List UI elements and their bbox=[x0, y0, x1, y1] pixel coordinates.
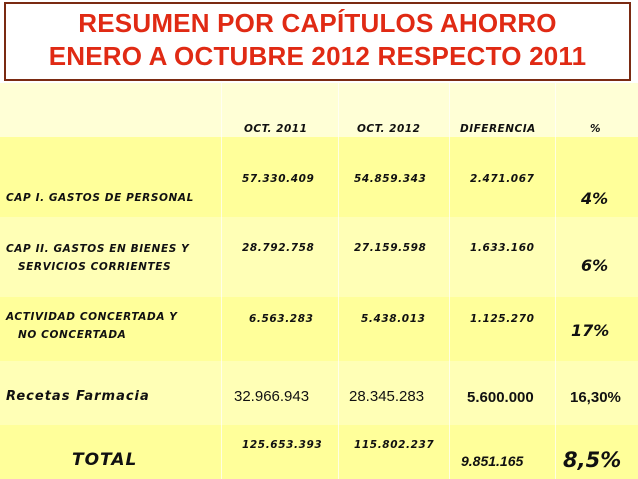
cell-oct2012-farmacia: 28.345.283 bbox=[349, 388, 425, 405]
cell-percent-concertada: 17% bbox=[571, 321, 610, 340]
cell-oct2011-farmacia: 32.966.943 bbox=[234, 388, 310, 405]
column-separator bbox=[555, 83, 556, 479]
cell-percent-total: 8,5% bbox=[563, 448, 622, 472]
cell-oct2011-total: 125.653.393 bbox=[242, 439, 323, 451]
row-label-concertada-l1: ACTIVIDAD CONCERTADA Y bbox=[6, 311, 178, 323]
cell-oct2011-personal: 57.330.409 bbox=[242, 173, 315, 185]
cell-percent-personal: 4% bbox=[581, 189, 609, 208]
row-label-total: TOTAL bbox=[72, 450, 138, 470]
cell-oct2012-total: 115.802.237 bbox=[354, 439, 435, 451]
cell-diferencia-personal: 2.471.067 bbox=[470, 173, 535, 185]
cell-diferencia-total: 9.851.165 bbox=[461, 453, 524, 469]
column-separator bbox=[449, 83, 450, 479]
column-separator bbox=[338, 83, 339, 479]
cell-diferencia-concertada: 1.125.270 bbox=[470, 313, 535, 325]
cell-oct2011-concertada: 6.563.283 bbox=[249, 313, 314, 325]
cell-percent-bienes: 6% bbox=[581, 256, 609, 275]
row-label-bienes-l1: CAP II. GASTOS EN BIENES Y bbox=[6, 243, 190, 255]
header-percent: % bbox=[590, 123, 602, 135]
title-line-2: ENERO A OCTUBRE 2012 RESPECTO 2011 bbox=[48, 41, 587, 71]
header-diferencia: DIFERENCIA bbox=[460, 123, 536, 135]
row-label-farmacia: Recetas Farmacia bbox=[6, 389, 150, 404]
row-label-bienes-l2: SERVICIOS CORRIENTES bbox=[18, 261, 172, 273]
cell-percent-farmacia: 16,30% bbox=[570, 389, 621, 406]
header-band bbox=[0, 83, 638, 137]
cell-diferencia-bienes: 1.633.160 bbox=[470, 242, 535, 254]
cell-oct2011-bienes: 28.792.758 bbox=[242, 242, 315, 254]
title-line-1: RESUMEN POR CAPÍTULOS AHORRO bbox=[78, 8, 557, 38]
cell-oct2012-bienes: 27.159.598 bbox=[354, 242, 427, 254]
cell-oct2012-personal: 54.859.343 bbox=[354, 173, 427, 185]
header-oct-2012: OCT. 2012 bbox=[357, 123, 421, 135]
row-label-personal: CAP I. GASTOS DE PERSONAL bbox=[6, 192, 194, 204]
summary-table bbox=[0, 83, 638, 479]
column-separator bbox=[221, 83, 222, 479]
title-box bbox=[4, 2, 631, 81]
header-oct-2011: OCT. 2011 bbox=[244, 123, 308, 135]
cell-oct2012-concertada: 5.438.013 bbox=[361, 313, 426, 325]
cell-diferencia-farmacia: 5.600.000 bbox=[467, 389, 534, 406]
row-label-concertada-l2: NO CONCERTADA bbox=[18, 329, 127, 341]
